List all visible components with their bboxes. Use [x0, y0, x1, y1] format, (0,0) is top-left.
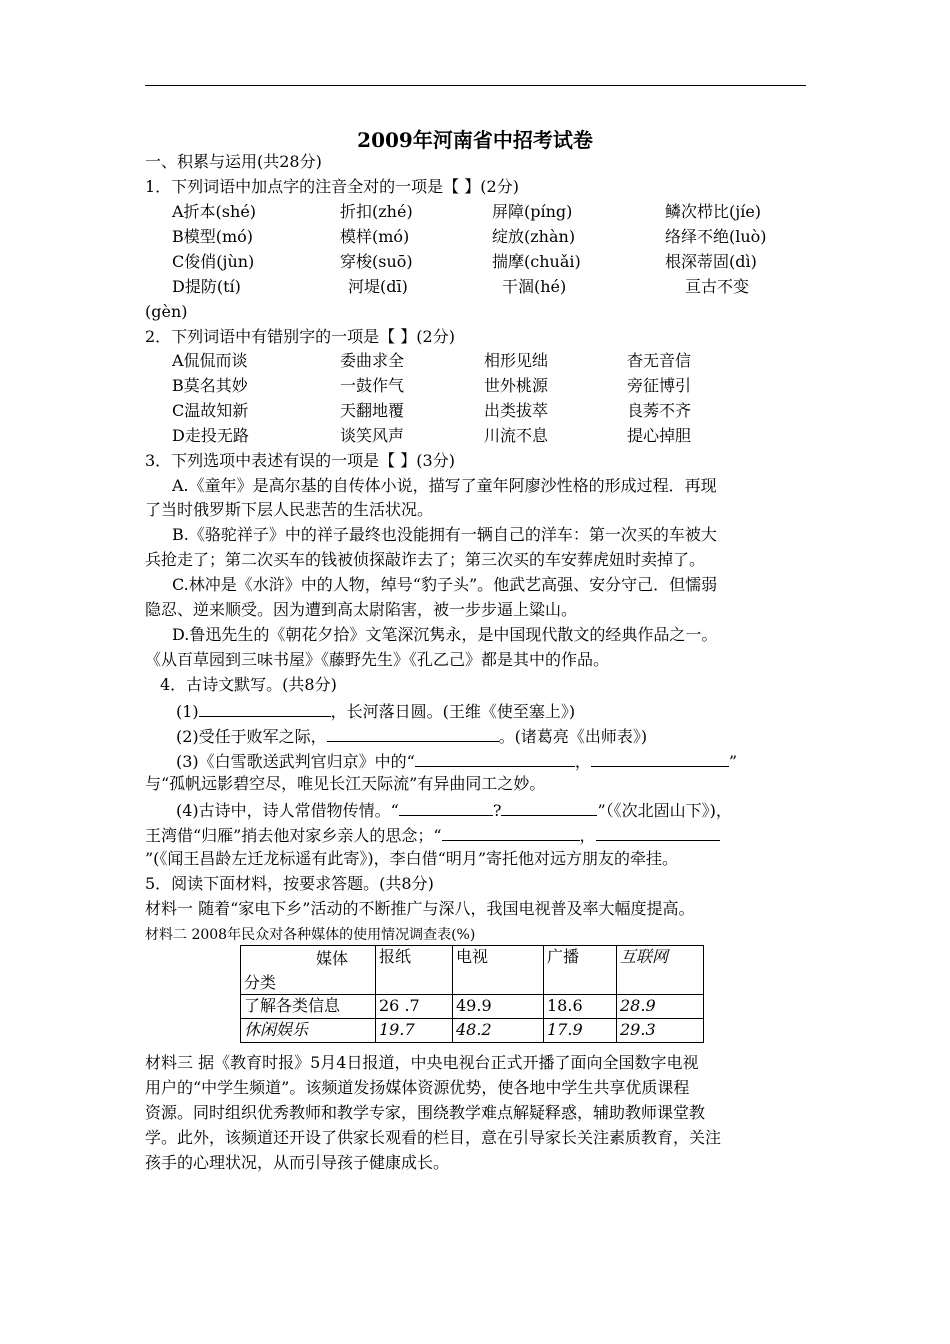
q2-option: 相形见绌 [484, 351, 549, 370]
q3-option-c: C.林冲是《水浒》中的人物，绰号“豹子头”。他武艺高强、安分守己．但懦弱 [172, 575, 718, 594]
q1-option: 穿梭(suō) [340, 252, 413, 271]
table-header-diagonal: 媒体 分类 [241, 946, 376, 995]
table-cell: 19.7 [376, 1019, 453, 1043]
q1-option: 干涸(hé) [502, 277, 567, 296]
q1-option: A折本(shé) [172, 202, 257, 221]
material-three-cont: 资源。同时组织优秀教师和教学专家，围绕教学难点解疑释惑，辅助教师课堂教 [145, 1103, 706, 1122]
table-col-header: 电视 [453, 946, 544, 995]
q2-option: 委曲求全 [340, 351, 405, 370]
table-row-label: 休闲娱乐 [241, 1019, 376, 1043]
answer-blank[interactable] [327, 725, 499, 742]
q5-stem: 5．阅读下面材料，按要求答题。(共8分) [145, 874, 434, 893]
q1-option: 河堤(dī) [348, 277, 408, 296]
q1-option: 亘古不变 [685, 277, 750, 296]
q2-option: 提心掉胆 [627, 426, 692, 445]
section-heading: 一、积累与运用(共28分) [145, 152, 322, 171]
answer-blank[interactable] [591, 750, 729, 767]
material-three-cont: 学。此外，该频道还开设了供家长观看的栏目，意在引导家长关注素质教育，关注 [145, 1128, 722, 1147]
q4-part-3-cont: 与“孤帆远影碧空尽，唯见长江天际流”有异曲同工之妙。 [145, 774, 546, 793]
top-rule [145, 85, 806, 86]
q1-option: 根深蒂固(dì) [665, 252, 757, 271]
q3-option-a: A.《童年》是高尔基的自传体小说，描写了童年阿廖沙性格的形成过程．再现 [172, 476, 717, 495]
q3-option-a-cont: 了当时俄罗斯下层人民悲苦的生活状况。 [145, 500, 434, 519]
q1-option: 屏障(píng) [492, 202, 573, 221]
table-col-header: 互联网 [617, 946, 704, 995]
table-col-header: 报纸 [376, 946, 453, 995]
q3-option-d-cont: 《从百草园到三味书屋》《藤野先生》《孔乙己》都是其中的作品。 [145, 650, 610, 669]
table-cell: 17.9 [544, 1019, 617, 1043]
answer-blank[interactable] [596, 824, 720, 841]
q1-option: 折扣(zhé) [340, 202, 413, 221]
q4-part-1: (1) ，长河落日圆。(王维《使至塞上》) [176, 702, 576, 721]
q1-option: 模样(mó) [340, 227, 410, 246]
q2-option: 杳无音信 [627, 351, 692, 370]
answer-blank[interactable] [399, 799, 493, 816]
answer-blank[interactable] [501, 799, 597, 816]
material-three-cont: 用户的“中学生频道”。该频道发扬媒体资源优势，使各地中学生共享优质课程 [145, 1078, 690, 1097]
q1-stem: 1．下列词语中加点字的注音全对的一项是【 】(2分) [145, 177, 519, 196]
q1-option: C俊俏(jùn) [172, 252, 255, 271]
table-cell: 29.3 [617, 1019, 704, 1043]
answer-blank[interactable] [199, 700, 331, 717]
q4-part-4-cont: 王湾借“归雁”捎去他对家乡亲人的思念；“ ， [145, 824, 720, 846]
table-row [241, 1019, 704, 1043]
q2-option: 良莠不齐 [627, 401, 692, 420]
q4-part-4: (4)古诗中，诗人常借物传情。“ ? ”（《次北固山下》)， [176, 801, 732, 820]
table-cell: 18.6 [544, 995, 617, 1019]
q1-option: D提防(tí) [172, 277, 241, 296]
q2-option: 出类拔萃 [484, 401, 549, 420]
q2-option: 天翻地覆 [340, 401, 405, 420]
table-cell: 28.9 [617, 995, 704, 1019]
q1-option: 揣摩(chuǎi) [492, 252, 581, 271]
table-cell: 26 .7 [376, 995, 453, 1019]
q2-stem: 2．下列词语中有错别字的一项是【 】(2分) [145, 327, 455, 346]
answer-blank[interactable] [442, 824, 580, 841]
q4-stem: 4．古诗文默写。(共8分) [160, 675, 337, 694]
page-title: 2009年河南省中招考试卷 [357, 128, 593, 152]
q4-part-2: (2)受任于败军之际， 。(诸葛亮《出师表》) [176, 727, 648, 746]
table-cell: 49.9 [453, 995, 544, 1019]
q2-option: 世外桃源 [484, 376, 549, 395]
q2-option: C温故知新 [172, 401, 249, 420]
q1-option: B模型(mó) [172, 227, 254, 246]
table-col-header: 广播 [544, 946, 617, 995]
q4-part-4-cont2: ”(《闻王昌龄左迁龙标遥有此寄》)，李白借“明月”寄托他对远方朋友的牵挂。 [145, 849, 679, 868]
q2-option: D走投无路 [172, 426, 249, 445]
table-cell: 48.2 [453, 1019, 544, 1043]
q3-option-d: D.鲁迅先生的《朝花夕拾》文笔深沉隽永，是中国现代散文的经典作品之一。 [172, 625, 718, 644]
material-one: 材料一 随着“家电下乡”活动的不断推广与深八，我国电视普及率大幅度提高。 [145, 899, 695, 918]
media-usage-table [240, 945, 704, 1043]
q1-option: 绽放(zhàn) [492, 227, 576, 246]
q2-option: A侃侃而谈 [172, 351, 248, 370]
q3-stem: 3．下列选项中表述有误的一项是【 】(3分) [145, 451, 455, 470]
q2-option: 川流不息 [484, 426, 549, 445]
table-row [241, 946, 704, 995]
q1-option-wrap: (gèn) [145, 302, 188, 321]
table-row [241, 995, 704, 1019]
answer-blank[interactable] [415, 750, 575, 767]
q2-option: 旁征博引 [627, 376, 692, 395]
q3-option-b: B.《骆驼祥子》中的祥子最终也没能拥有一辆自己的洋车：第一次买的车被大 [172, 525, 717, 544]
q2-option: 一鼓作气 [340, 376, 405, 395]
material-three: 材料三 据《教育时报》5月4日报道，中央电视台正式开播了面向全国数字电视 [145, 1053, 699, 1072]
q2-option: 谈笑风声 [340, 426, 405, 445]
q1-option: 络绎不绝(luò) [665, 227, 767, 246]
q2-option: B莫名其妙 [172, 376, 248, 395]
table-row-label: 了解各类信息 [241, 995, 376, 1019]
material-three-cont: 孩手的心理状况，从而引导孩子健康成长。 [145, 1153, 450, 1172]
q4-part-3: (3)《白雪歌送武判官归京》中的“ ， ” [176, 752, 738, 771]
q1-option: 鳞次栉比(jíe) [665, 202, 762, 221]
q3-option-b-cont: 兵抢走了；第二次买车的钱被侦探敲诈去了；第三次买的车安葬虎妞时卖掉了。 [145, 550, 706, 569]
q3-option-c-cont: 隐忍、逆来顺受。因为遭到高太尉陷害，被一步步逼上粱山。 [145, 600, 578, 619]
material-two-caption: 材料二 2008年民众对各种媒体的使用情况调查表(%) [145, 927, 476, 943]
